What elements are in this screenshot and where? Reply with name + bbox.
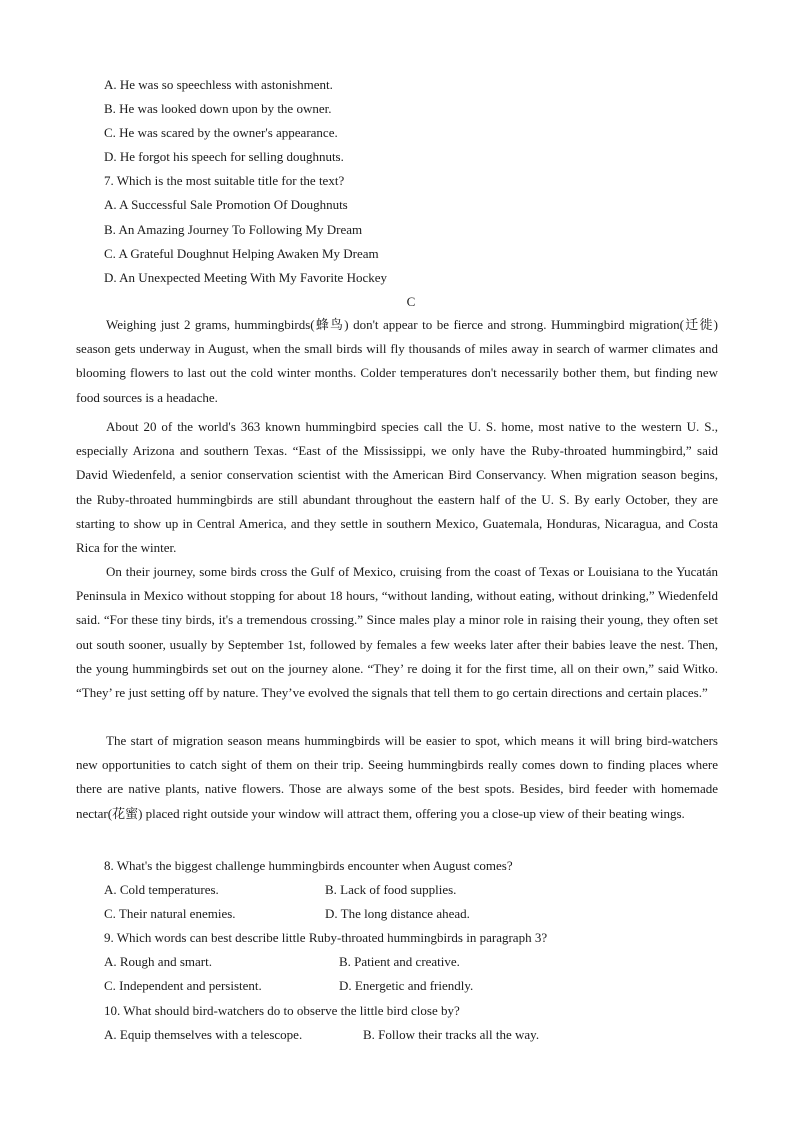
q10-option-b: B. Follow their tracks all the way. (363, 1027, 540, 1042)
q8-question: 8. What's the biggest challenge hummingbirds encounter when August comes? (104, 858, 513, 873)
q8-options-row-1 (0, 882, 794, 898)
q9-option-c: C. Independent and persistent. (104, 978, 262, 993)
q8-option-d: D. The long distance ahead. (325, 906, 470, 921)
q9-option-d: D. Energetic and friendly. (339, 978, 474, 993)
q6-option-b: B. He was looked down upon by the owner. (104, 101, 332, 116)
q10-options-row-1 (0, 1027, 794, 1043)
q6-option-a: A. He was so speechless with astonishment. (104, 77, 333, 92)
q9-options-row-1 (0, 954, 794, 970)
q9-question: 9. Which words can best describe little Ruby-throated hummingbirds in paragraph 3? (104, 930, 548, 945)
q10-option-a: A. Equip themselves with a telescope. (104, 1027, 303, 1042)
q9-options-row-2 (0, 978, 794, 994)
passage-paragraph-4: The start of migration season means hummingbirds will be easier to spot, which means it will bring bird-watchers new opportunities to catch sight of them on their trip. Seeing hummingbirds really comes down to finding places where there are native plants, native flowers. Those are always some of the best spots. Besides, bird feeder with homemade nectar(花蜜) placed right outside your window will attract them, offering you a close-up view of their beating wings. (76, 733, 718, 821)
q7-question: 7. Which is the most suitable title for the text? (104, 173, 345, 188)
q8-option-c: C. Their natural enemies. (104, 906, 236, 921)
passage-paragraph-1: Weighing just 2 grams, hummingbirds(蜂鸟) don't appear to be fierce and strong. Hummingbird migration(迁徙) season gets underway in August, when the small birds will fly thousands of miles away in search of warmer climates and blooming flowers to last out the cold winter months. Colder temperatures don't necessarily bother them, but finding new food sources is a headache. (76, 317, 718, 405)
q7-option-a: A. A Successful Sale Promotion Of Doughnuts (104, 197, 348, 212)
q8-option-b: B. Lack of food supplies. (325, 882, 457, 897)
q9-option-a: A. Rough and smart. (104, 954, 212, 969)
q8-option-a: A. Cold temperatures. (104, 882, 219, 897)
q10-question: 10. What should bird-watchers do to observe the little bird close by? (104, 1003, 460, 1018)
q7-option-c: C. A Grateful Doughnut Helping Awaken My Dream (104, 246, 379, 261)
q8-options-row-2 (0, 906, 794, 922)
q6-option-c: C. He was scared by the owner's appearance. (104, 125, 338, 140)
q6-option-d: D. He forgot his speech for selling doughnuts. (104, 149, 344, 164)
section-heading: C (406, 294, 416, 309)
passage-paragraph-2: About 20 of the world's 363 known hummingbird species call the U. S. home, most native to the western U. S., especially Arizona and southern Texas. “East of the Mississippi, we only have the Ruby-throated hummingbird,” said David Wiedenfeld, a senior conservation scientist with the American Bird Conservancy. When migration season begins, the Ruby-throated hummingbirds are still abundant throughout the eastern half of the U. S. By early October, they are starting to show up in Central America, and they settle in southern Mexico, Guatemala, Honduras, Nicaragua, and Costa Rica for the winter. (76, 419, 718, 556)
passage-paragraph-3: On their journey, some birds cross the Gulf of Mexico, cruising from the coast of Texas or Louisiana to the Yucatán Peninsula in Mexico without stopping for about 18 hours, “without landing, without eating, without drinking,” Wiedenfeld said. “For these tiny birds, it's a tremendous crossing.” Since males play a minor role in raising their young, they often set out south sooner, usually by September 1st, followed by females a few weeks later after their babies leave the nest. Then, the young hummingbirds set out on the journey alone. “They’ re doing it for the first time, all on their own,” said Witko. “They’ re just setting off by nature. They’ve evolved the signals that tell them to go certain directions and certain places.” (76, 564, 718, 701)
q7-option-b: B. An Amazing Journey To Following My Dream (104, 222, 363, 237)
q7-option-d: D. An Unexpected Meeting With My Favorite Hockey (104, 270, 388, 285)
q9-option-b: B. Patient and creative. (339, 954, 460, 969)
